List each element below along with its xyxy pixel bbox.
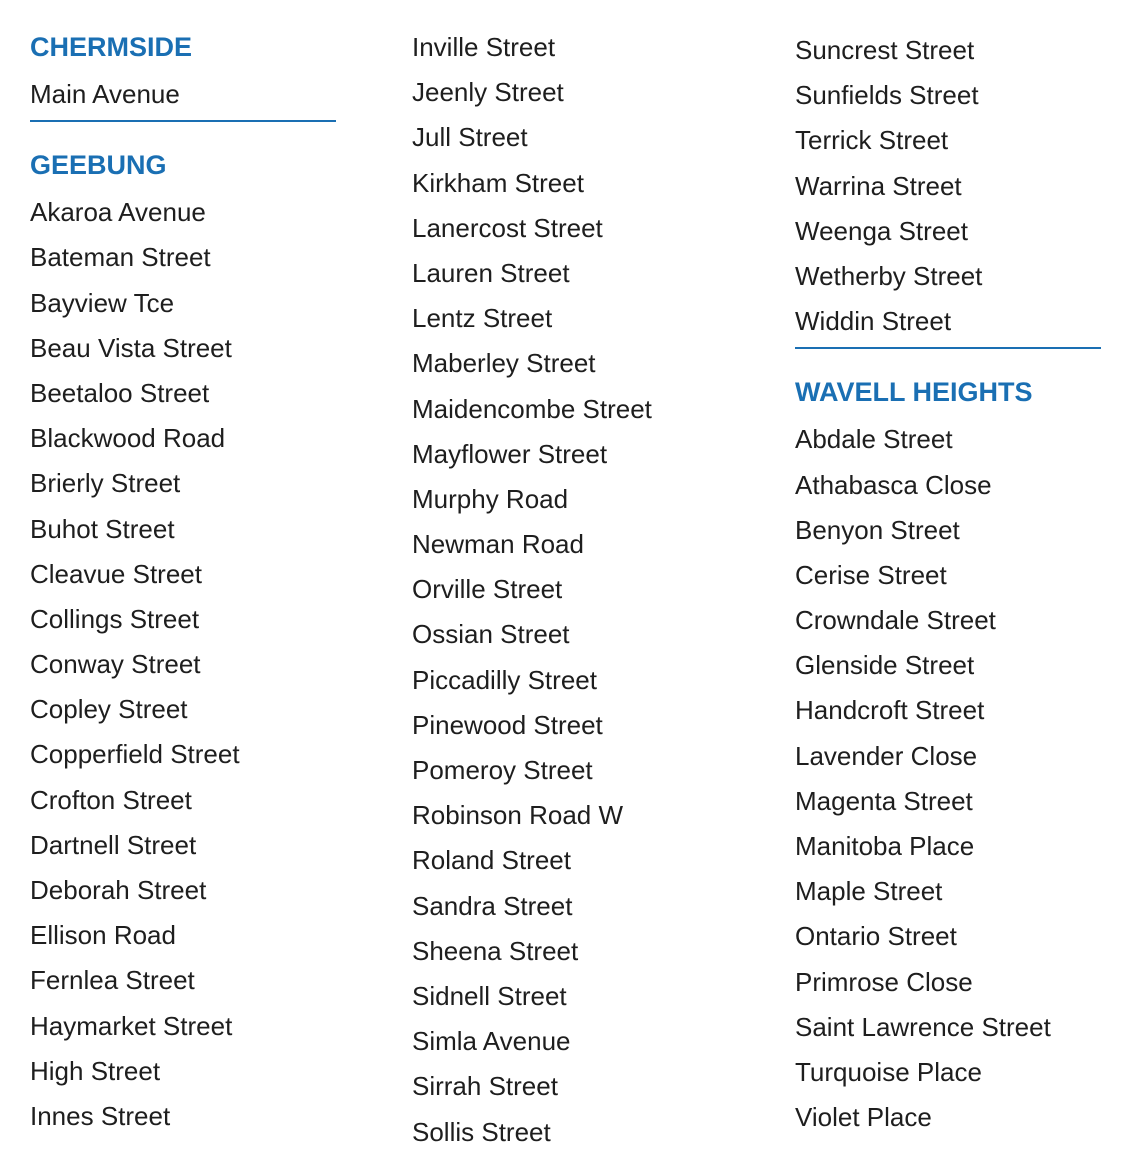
street-name: Crowndale Street bbox=[795, 605, 996, 636]
section-divider bbox=[30, 120, 336, 122]
street-name: Main Avenue bbox=[30, 79, 180, 109]
street-name: Jeenly Street bbox=[412, 77, 564, 108]
street-name: Warrina Street bbox=[795, 170, 962, 201]
street-name: Cleavue Street bbox=[30, 558, 202, 589]
street-name: Cerise Street bbox=[795, 559, 947, 590]
street-name: Maidencombe Street bbox=[412, 393, 652, 424]
street-name: Inville Street bbox=[412, 32, 556, 62]
street-name: Deborah Street bbox=[30, 875, 207, 905]
suburb-heading-chermside: CHERMSIDE bbox=[30, 32, 193, 62]
street-name: Bayview Tce bbox=[30, 287, 175, 318]
street-name: Violet Place bbox=[795, 1102, 932, 1133]
street-name: Copperfield Street bbox=[30, 739, 240, 770]
street-list-geebung-continued bbox=[412, 25, 742, 1155]
street-name: Sollis Street bbox=[412, 1116, 551, 1147]
street-name: Crofton Street bbox=[30, 784, 192, 815]
street-name: Turquoise Place bbox=[795, 1056, 982, 1087]
street-name: Lanercost Street bbox=[412, 212, 603, 243]
street-name: Benyon Street bbox=[795, 514, 960, 545]
street-name: Copley Street bbox=[30, 694, 188, 725]
street-name: Brierly Street bbox=[30, 468, 181, 499]
street-name: Lauren Street bbox=[412, 257, 570, 288]
street-name: Simla Avenue bbox=[412, 1026, 571, 1057]
street-name: Sidnell Street bbox=[412, 980, 567, 1011]
street-name: Handcroft Street bbox=[795, 695, 985, 726]
street-list-geebung-continued-2 bbox=[795, 28, 1101, 344]
street-name: Collings Street bbox=[30, 603, 200, 634]
street-name: Athabasca Close bbox=[795, 469, 992, 500]
street-name: Saint Lawrence Street bbox=[795, 1011, 1051, 1042]
street-list-geebung bbox=[30, 190, 336, 1139]
street-name: Lentz Street bbox=[412, 303, 553, 334]
street-name: Dartnell Street bbox=[30, 829, 197, 860]
section-divider bbox=[795, 347, 1101, 349]
street-name: Primrose Close bbox=[795, 966, 973, 997]
street-name: Beetaloo Street bbox=[30, 377, 210, 408]
street-name: Ossian Street bbox=[412, 619, 570, 650]
street-name: Maberley Street bbox=[412, 348, 596, 379]
street-name: Lavender Close bbox=[795, 740, 978, 771]
street-name: Manitoba Place bbox=[795, 831, 975, 861]
street-name: Akaroa Avenue bbox=[30, 197, 206, 228]
street-name: High Street bbox=[30, 1055, 161, 1086]
street-name: Abdale Street bbox=[795, 424, 953, 455]
suburb-heading-geebung: GEEBUNG bbox=[30, 150, 167, 181]
street-name: Murphy Road bbox=[412, 483, 569, 514]
street-name: Widdin Street bbox=[795, 306, 952, 337]
street-name: Piccadilly Street bbox=[412, 664, 597, 695]
street-name: Innes Street bbox=[30, 1100, 171, 1131]
street-name: Beau Vista Street bbox=[30, 332, 232, 363]
street-name: Conway Street bbox=[30, 649, 201, 680]
street-name: Haymarket Street bbox=[30, 1010, 233, 1041]
street-name: Sunfields Street bbox=[795, 80, 979, 111]
street-name: Pomeroy Street bbox=[412, 755, 593, 785]
street-name: Roland Street bbox=[412, 845, 571, 876]
street-name: Maple Street bbox=[795, 876, 943, 907]
street-name: Bateman Street bbox=[30, 242, 211, 273]
street-name: Magenta Street bbox=[795, 785, 973, 816]
street-name: Kirkham Street bbox=[412, 167, 584, 198]
street-name: Orville Street bbox=[412, 574, 563, 605]
street-name: Fernlea Street bbox=[30, 965, 195, 996]
street-name: Terrick Street bbox=[795, 125, 949, 156]
street-list-wavell-heights bbox=[795, 417, 1101, 1140]
street-name: Ontario Street bbox=[795, 921, 957, 952]
street-name: Pinewood Street bbox=[412, 709, 603, 740]
street-name: Blackwood Road bbox=[30, 423, 226, 454]
column-3 bbox=[795, 28, 1101, 1140]
street-name: Wetherby Street bbox=[795, 260, 983, 291]
street-name: Ellison Road bbox=[30, 920, 176, 951]
street-name: Mayflower Street bbox=[412, 438, 608, 469]
street-list-chermside bbox=[30, 72, 336, 117]
street-name: Sandra Street bbox=[412, 890, 573, 921]
street-name: Jull Street bbox=[412, 122, 528, 153]
street-name: Sirrah Street bbox=[412, 1071, 558, 1102]
suburb-heading-wavell-heights: WAVELL HEIGHTS bbox=[795, 377, 1033, 408]
street-name: Robinson Road W bbox=[412, 800, 623, 831]
column-2 bbox=[412, 28, 742, 1155]
street-name: Buhot Street bbox=[30, 513, 175, 544]
street-name: Weenga Street bbox=[795, 215, 968, 246]
street-name: Sheena Street bbox=[412, 935, 579, 966]
street-name: Suncrest Street bbox=[795, 35, 975, 65]
street-name: Newman Road bbox=[412, 529, 584, 560]
column-1 bbox=[30, 28, 336, 1139]
street-name: Glenside Street bbox=[795, 650, 975, 681]
